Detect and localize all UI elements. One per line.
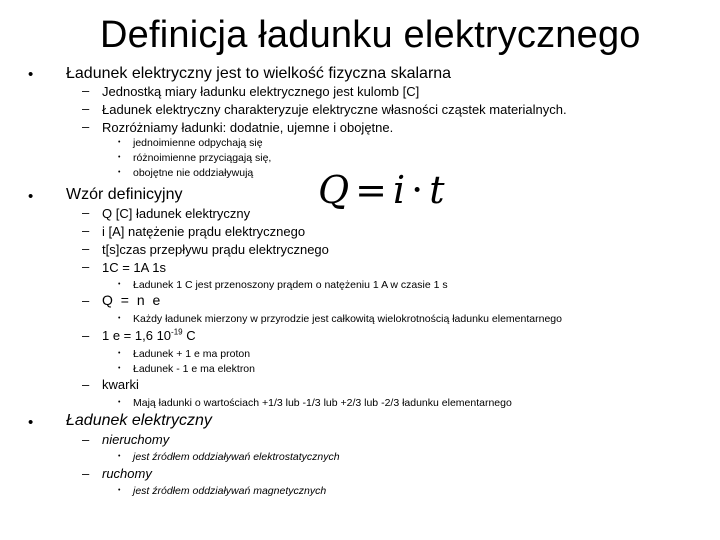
e-value	[102, 327, 196, 344]
section2-item-1c: 1C = 1A 1s	[102, 260, 166, 275]
sub-bullet: •	[118, 399, 121, 406]
bullet-2: •	[28, 188, 34, 205]
dash: –	[82, 241, 90, 256]
dash: –	[82, 205, 90, 220]
dash: –	[82, 432, 90, 447]
dash: –	[82, 119, 90, 134]
bullet-1: •	[28, 66, 34, 83]
dash: –	[82, 101, 90, 116]
sub-bullet: •	[118, 315, 121, 322]
note-1c: Ładunek 1 C jest przenoszony prądem o natężeniu 1 A w czasie 1 s	[133, 279, 448, 291]
e-value-text: 1 e = 1,6 10	[102, 328, 172, 343]
sub-bullet: •	[118, 169, 121, 176]
dash: –	[82, 466, 90, 481]
proton-note: Ładunek + 1 e ma proton	[133, 348, 251, 360]
sub-bullet: •	[118, 487, 121, 494]
section1-item-unit: Jednostką miary ładunku elektrycznego jest kulomb [C]	[102, 84, 420, 99]
dash: –	[82, 259, 90, 274]
section1-subitem: różnoimienne przyciągają się,	[133, 152, 272, 164]
quarks-note: Mają ładunki o wartościach +1/3 lub -1/3 lub +2/3 lub -2/3 ładunku elementarnego	[133, 397, 512, 409]
bullet-3: •	[28, 414, 34, 431]
section1-item-kinds: Rozróżniamy ładunki: dodatnie, ujemne i obojętne.	[102, 120, 394, 135]
formula-q: Q	[318, 168, 350, 212]
moving-label: ruchomy	[102, 466, 152, 481]
sub-bullet: •	[118, 281, 121, 288]
electron-note: Ładunek - 1 e ma elektron	[133, 363, 255, 375]
dash: –	[82, 328, 90, 343]
section1-subitem: obojętne nie oddziaływują	[133, 167, 254, 179]
e-value-unit: C	[182, 328, 196, 343]
section1-item-properties: Ładunek elektryczny charakteryzuje elektryczne własności cząstek materialnych.	[102, 102, 567, 117]
formula-dot: ·	[411, 168, 424, 212]
dash: –	[82, 293, 90, 308]
stationary-note: jest źródłem oddziaływań elektrostatycznych	[133, 451, 340, 463]
sub-bullet: •	[118, 350, 121, 357]
section1-text: Ładunek elektryczny jest to wielkość fizyczna skalarna	[66, 65, 452, 82]
dash: –	[82, 377, 90, 392]
quarks-label: kwarki	[102, 377, 139, 392]
sub-bullet: •	[118, 453, 121, 460]
section1-subitem: jednoimienne odpychają się	[133, 137, 263, 149]
stationary-label: nieruchomy	[102, 432, 170, 447]
dash: –	[82, 83, 90, 98]
formula-i: i	[393, 168, 406, 212]
section2-item-q: Q [C] ładunek elektryczny	[102, 206, 251, 221]
formula-t: t	[429, 168, 445, 212]
section2-item-t: t[s]czas przepływu prądu elektrycznego	[102, 242, 329, 257]
section2-item-i: i [A] natężenie prądu elektrycznego	[102, 224, 306, 239]
sub-bullet: •	[118, 154, 121, 161]
sub-bullet: •	[118, 365, 121, 372]
section2-text: Wzór definicyjny	[66, 186, 183, 203]
formula-equals: =	[355, 168, 387, 212]
dash: –	[82, 223, 90, 238]
moving-note: jest źródłem oddziaływań magnetycznych	[133, 485, 327, 497]
sub-bullet: •	[118, 139, 121, 146]
q-ne: Q = n e	[102, 292, 163, 308]
section3-text: Ładunek elektryczny	[66, 412, 212, 429]
e-value-exp: -19	[171, 327, 183, 337]
note-qne: Każdy ładunek mierzony w przyrodzie jest całkowitą wielokrotnością ładunku elementarnego	[133, 313, 562, 325]
definition-formula	[318, 168, 445, 212]
page-title: Definicja ładunku elektrycznego	[100, 14, 641, 56]
